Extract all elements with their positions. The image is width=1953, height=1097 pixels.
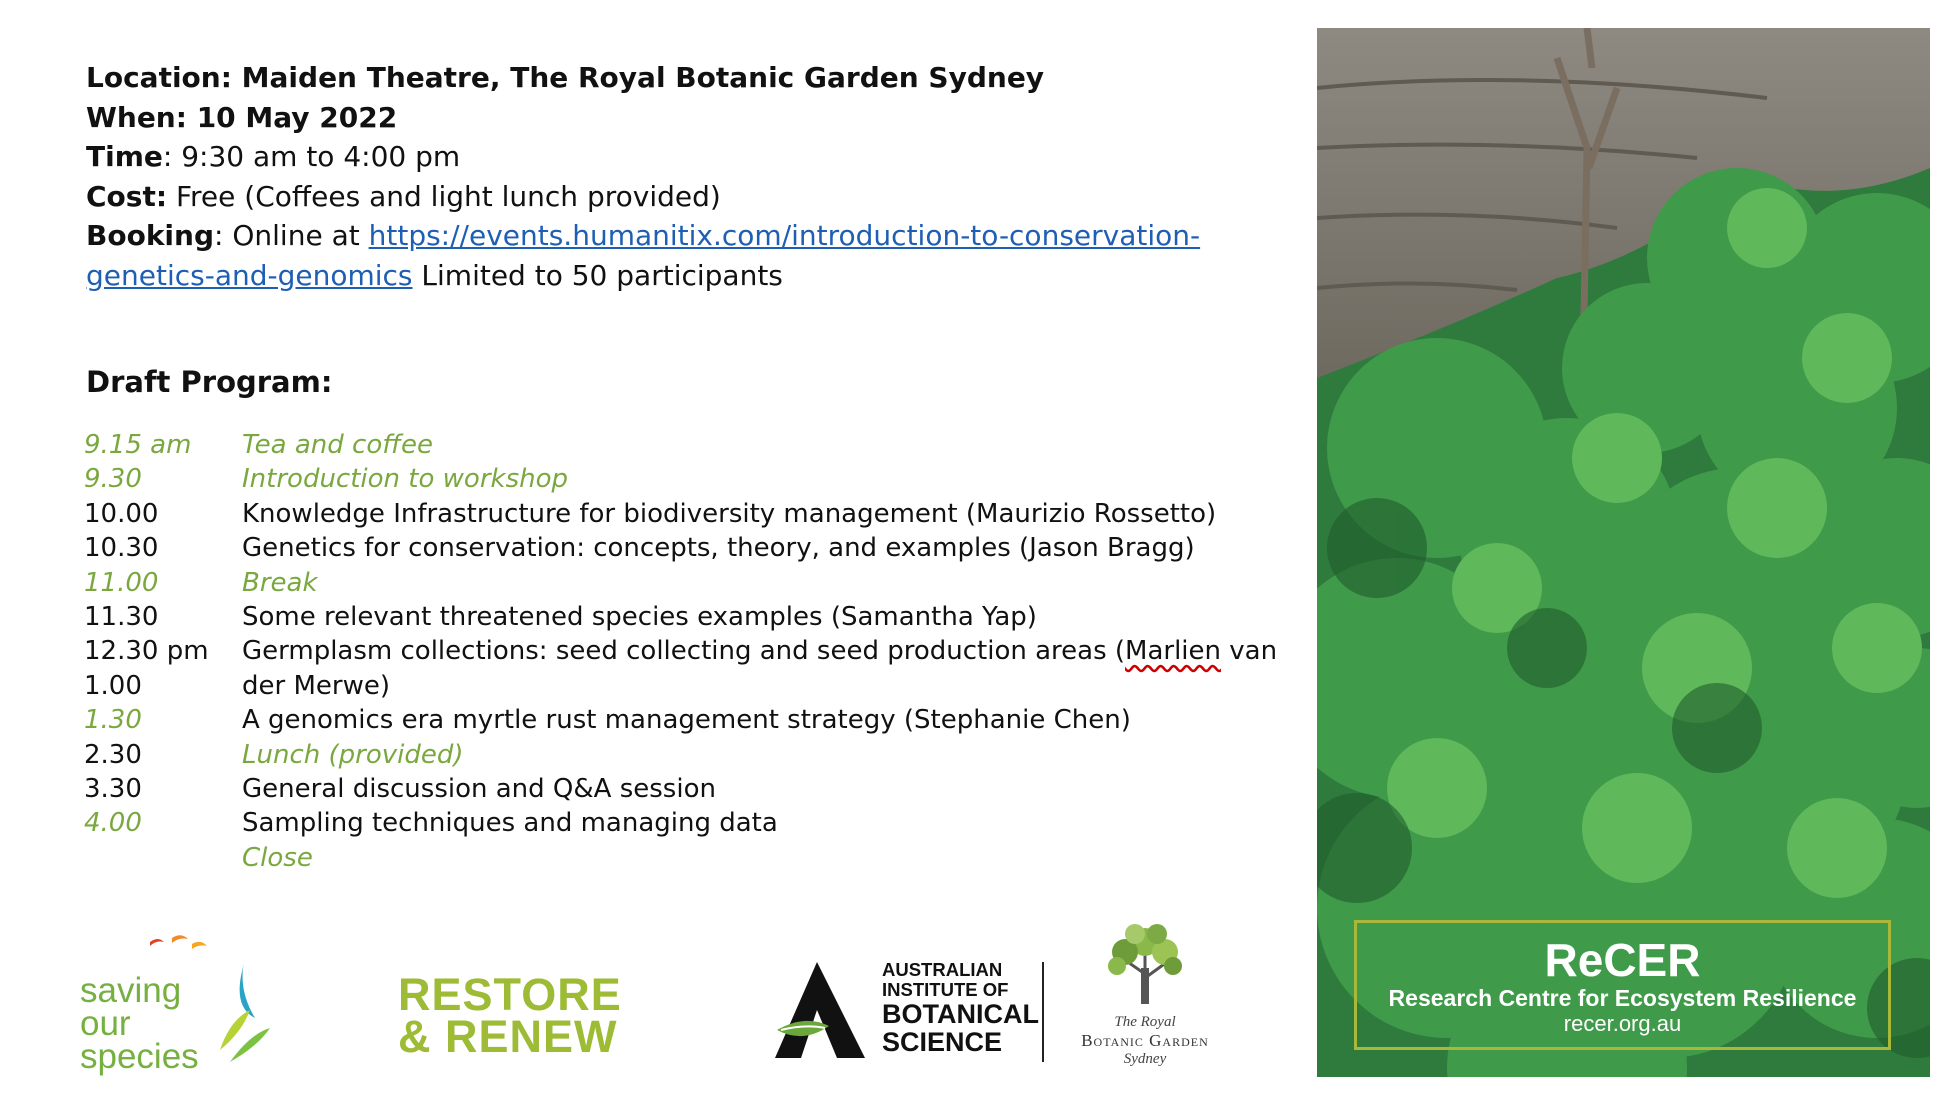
program-time [84, 841, 242, 875]
program-heading: Draft Program: [86, 365, 333, 399]
recer-subtitle: Research Centre for Ecosystem Resilience [1388, 985, 1857, 1011]
program-row [84, 738, 1304, 772]
program-item: General discussion and Q&A session [242, 774, 716, 805]
program-row [84, 428, 1304, 462]
rbg-line-3: Sydney [1123, 1051, 1167, 1067]
event-details [86, 58, 1286, 295]
program-item: A genomics era myrtle rust management strategy (Stephanie Chen) [242, 705, 1131, 736]
program-item: Sampling techniques and managing data [242, 808, 778, 839]
time-line [86, 137, 1286, 177]
program-row [84, 462, 1304, 496]
location-line [86, 58, 1286, 98]
aibs-wordmark: AUSTRALIAN INSTITUTE OF BOTANICAL SCIENCE [882, 959, 1039, 1057]
booking-line-2 [86, 256, 1286, 296]
spellcheck-word: Marlien [1125, 636, 1222, 667]
program-time: 1.30 [84, 705, 142, 736]
program-time: 1.00 [84, 670, 142, 701]
program-row [84, 772, 1304, 806]
booking-link-cont[interactable]: genetics-and-genomics [86, 258, 413, 292]
program-item: Knowledge Infrastructure for biodiversity management (Maurizio Rossetto) [242, 498, 1217, 529]
program-item: Break [242, 567, 318, 598]
date-text: When: 10 May 2022 [86, 100, 398, 134]
saving-our-species-logo [80, 930, 270, 1080]
rbg-line-2: Botanic Garden [1081, 1031, 1209, 1050]
recer-badge [1354, 920, 1891, 1050]
rbg-line-1: The Royal [1114, 1014, 1176, 1030]
cost-value: Free (Coffees and light lunch provided) [167, 179, 721, 213]
partner-logos [0, 920, 1300, 1090]
program-item: Close [242, 842, 313, 873]
program-row [84, 566, 1304, 600]
restore-renew-logo: RESTORE & RENEW [398, 969, 622, 1062]
program-time: 2.30 [84, 739, 142, 770]
aibs-triangle-icon [775, 960, 875, 1060]
program-time: 11.30 [84, 602, 159, 633]
program-list [84, 428, 1304, 875]
program-time: 10.00 [84, 498, 159, 529]
program-time: 4.00 [84, 808, 142, 839]
booking-link[interactable]: https://events.humanitix.com/introduction-to-conservation- [368, 219, 1201, 252]
sos-wordmark: saving our species [80, 971, 199, 1076]
royal-botanic-garden-logo [1060, 920, 1230, 1085]
program-row [84, 634, 1304, 668]
program-time: 12.30 pm [84, 636, 209, 667]
program-time: 10.30 [84, 533, 159, 564]
location-text: Location: Maiden Theatre, The Royal Botanic Garden Sydney [86, 61, 1045, 94]
program-row [84, 531, 1304, 565]
recer-url[interactable]: recer.org.au [1563, 1011, 1682, 1036]
program-row [84, 703, 1304, 737]
cost-label: Cost: [86, 179, 168, 213]
logo-divider [1042, 962, 1044, 1062]
program-row [84, 600, 1304, 634]
aibs-logo [775, 959, 1039, 1070]
tree-icon [1095, 920, 1195, 1010]
program-row [84, 669, 1304, 703]
program-time: 9.15 am [84, 430, 192, 460]
program-row [84, 806, 1304, 840]
cost-line [86, 177, 1286, 217]
program-item: Genetics for conservation: concepts, theory, and examples (Jason Bragg) [242, 533, 1195, 564]
program-item: Germplasm collections: seed collecting and seed production areas (Marlien van [242, 636, 1278, 667]
program-item: Some relevant threatened species examples (Samantha Yap) [242, 602, 1037, 633]
booking-limit: Limited to 50 participants [412, 258, 783, 292]
program-time: 3.30 [84, 774, 142, 805]
program-item: Tea and coffee [242, 430, 434, 460]
program-item: Lunch (provided) [242, 739, 464, 770]
booking-label: Booking [86, 219, 215, 252]
time-label: Time [86, 140, 163, 173]
booking-line [86, 216, 1286, 256]
recer-title: ReCER [1544, 934, 1701, 986]
program-row [84, 841, 1304, 875]
program-time: 11.00 [84, 567, 159, 598]
program-row [84, 497, 1304, 531]
forest-photo [1317, 28, 1930, 1077]
program-item: Introduction to workshop [242, 464, 569, 495]
time-value: : 9:30 am to 4:00 pm [162, 140, 461, 173]
booking-prefix: : Online at [214, 219, 369, 252]
program-item: der Merwe) [242, 670, 390, 701]
when-line [86, 98, 1286, 138]
program-time: 9.30 [84, 464, 142, 495]
